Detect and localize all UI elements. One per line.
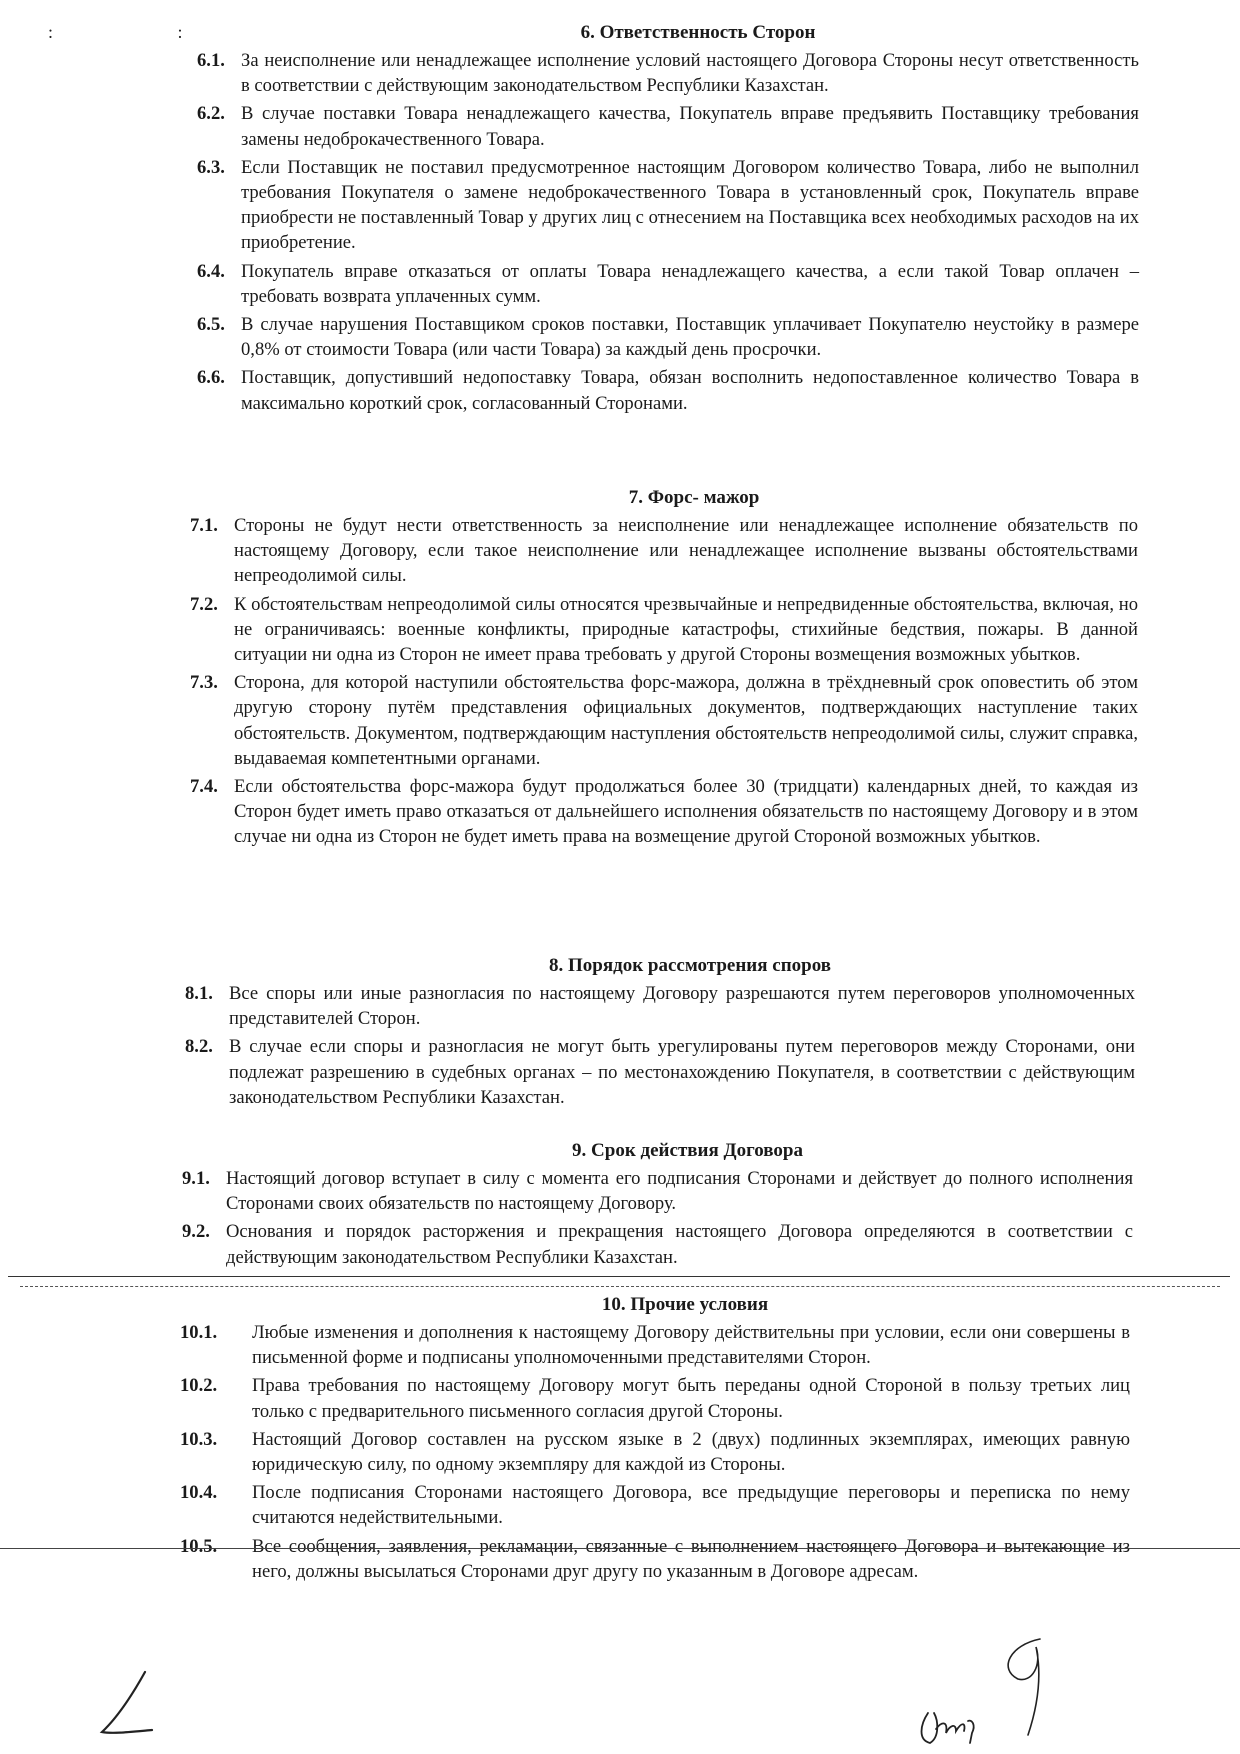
clause — [197, 155, 1139, 256]
clause — [190, 774, 1138, 850]
clause-text: Права требования по настоящему Договору могут быть переданы одной Стороной в пользу третьих лиц только с предварительного письменного согласия другой Стороны. — [252, 1375, 1130, 1422]
clause — [190, 670, 1138, 771]
clause — [182, 1166, 1133, 1216]
clause-number: 10.4. — [180, 1482, 218, 1504]
section-heading: 7. Форс- мажор — [628, 487, 760, 508]
clause-text: В случае нарушения Поставщиком сроков поставки, Поставщик уплачивает Покупателю неустойку в размере 0,8% от стоимости Товара (или части Товара) за каждый день просрочки. — [241, 314, 1139, 361]
clause-number: 7.2. — [190, 593, 218, 615]
scan-divider-line — [8, 1276, 1230, 1277]
clause-text: В случае если споры и разногласия не могут быть урегулированы путем переговоров между Сторонами, они подлежат разрешению в судебных органах – по местонахождению Покупателя, в соответствии с действующим законодательством Республики Казахстан. — [229, 1036, 1135, 1108]
clause-number: 7.1. — [190, 515, 218, 536]
clause — [180, 1320, 1130, 1370]
clause — [190, 513, 1138, 589]
clause — [197, 312, 1139, 362]
clause-number: 8.2. — [185, 1036, 213, 1058]
clause — [182, 1219, 1133, 1269]
clause-text: Настоящий договор вступает в силу с момента его подписания Сторонами и действует до полного исполнения Сторонами своих обязательств по настоящему Договору. — [226, 1168, 1133, 1215]
clause — [180, 1373, 1130, 1423]
clause-number: 7.4. — [190, 776, 218, 798]
clause — [185, 1034, 1135, 1110]
clause-text: В случае поставки Товара ненадлежащего качества, Покупатель вправе предъявить Поставщику требования замены недоброкачественного Товара. — [241, 103, 1139, 150]
clause-text: Если Поставщик не поставил предусмотренное настоящим Договором количество Товара, либо не выполнил требования Покупателя о замене недоброкачественного Товара в установленный срок, Покупатель вправе приобрести не поставленный Товар у других лиц с отнесением на Поставщика всех необходимых расходов на их приобретение. — [241, 156, 1139, 254]
clause-number: 8.1. — [185, 983, 213, 1004]
scan-divider-line — [0, 1548, 1240, 1549]
clause-text: Все сообщения, заявления, рекламации, связанные с выполнением настоящего Договора и вытекающие из него, должны высылаться Сторонами друг другу по указанным в Договоре адресам. — [252, 1535, 1130, 1582]
clause — [185, 981, 1135, 1031]
section-heading: 10. Прочие условия — [601, 1294, 769, 1315]
clause-text: Все споры или иные разногласия по настоящему Договору разрешаются путем переговоров уполномоченных представителей Сторон. — [229, 983, 1135, 1030]
clause-text: К обстоятельствам непреодолимой силы относятся чрезвычайные и непредвиденные обстоятельства, включая, но не ограничиваясь: военные конфликты, природные катастрофы, стихийные бедствия, пожары. В данной ситуации ни одна из Сторон не имеет права требовать у другой Стороны возмещения возможных убытков. — [234, 593, 1138, 666]
clause-number: 6.6. — [197, 367, 225, 389]
signature-left — [90, 1660, 200, 1750]
clause-number: 10.1. — [180, 1322, 218, 1343]
clause-text: После подписания Сторонами настоящего Договора, все предыдущие переговоры и переписка по нему считаются недействительными. — [252, 1482, 1130, 1529]
section-8 — [185, 955, 1135, 1113]
section-9 — [182, 1140, 1133, 1273]
margin-marks: : : — [48, 22, 243, 42]
clause — [190, 592, 1138, 668]
clause-text: За неисполнение или ненадлежащее исполнение условий настоящего Договора Стороны несут ответственность в соответствии с действующим законодательством Республики Казахстан. — [241, 50, 1139, 97]
clause-number: 6.3. — [197, 156, 225, 178]
clause-number: 7.3. — [190, 672, 218, 694]
section-heading: 8. Порядок рассмотрения споров — [548, 955, 832, 976]
scan-divider-line — [20, 1286, 1220, 1287]
clause-text: Покупатель вправе отказаться от оплаты Товара ненадлежащего качества, а если такой Товар оплачен – требовать возврата уплаченных сумм. — [241, 260, 1139, 307]
clause-text: Если обстоятельства форс-мажора будут продолжаться более 30 (тридцати) календарных дней, то каждая из Сторон будет иметь право отказаться от дальнейшего исполнения обязательств по настоящему Договору и в этом случае ни одна из Сторон не будет иметь права на возмещение другой Стороной возможных убытков. — [234, 776, 1138, 848]
clause-text: Настоящий Договор составлен на русском языке в 2 (двух) подлинных экземплярах, имеющих равную юридическую силу, по одному экземпляру для каждой из Стороны. — [252, 1428, 1130, 1476]
clause-number: 6.1. — [197, 50, 225, 71]
clause-number: 6.4. — [197, 260, 225, 282]
clause — [197, 101, 1139, 151]
clause-number: 6.2. — [197, 103, 225, 125]
clause-text: Сторона, для которой наступили обстоятельства форс-мажора, должна в трёхдневный срок оповестить об этом другую сторону путём представления официальных документов, подтверждающих наступление таких обстоятельств. Документом, подтверждающим наступления обстоятельств непреодолимой силы, служит справка, выдаваемая компетентными органами. — [234, 672, 1138, 769]
clause-number: 6.5. — [197, 314, 225, 336]
clause-number: 9.2. — [182, 1221, 210, 1243]
signature-right — [900, 1625, 1080, 1750]
clause-number: 10.5. — [180, 1535, 218, 1557]
clause-number: 9.1. — [182, 1168, 210, 1189]
clause — [180, 1480, 1130, 1530]
clause-number: 10.2. — [180, 1375, 218, 1397]
section-heading: 9. Срок действия Договора — [572, 1140, 803, 1161]
section-10 — [180, 1294, 1130, 1587]
section-7 — [190, 487, 1138, 853]
section-heading: 6. Ответственность Сторон — [580, 22, 816, 43]
clause — [197, 365, 1139, 415]
clause-text: Основания и порядок расторжения и прекращения настоящего Договора определяются в соответствии с действующим законодательством Республики Казахстан. — [226, 1221, 1133, 1268]
clause-text: Стороны не будут нести ответственность за неисполнение или ненадлежащее исполнение обязательств по настоящему Договору, если такое неисполнение или ненадлежащее исполнение вызваны обстоятельствами непреодолимой силы. — [234, 515, 1138, 587]
clause — [197, 259, 1139, 309]
section-6 — [197, 22, 1139, 419]
clause — [180, 1427, 1130, 1477]
clause — [197, 48, 1139, 98]
clause-text: Любые изменения и дополнения к настоящему Договору действительны при условии, если они совершены в письменной форме и подписаны уполномоченными представителями Сторон. — [252, 1322, 1130, 1369]
clause-text: Поставщик, допустивший недопоставку Товара, обязан восполнить недопоставленное количество Товара в максимально короткий срок, согласованный Сторонами. — [241, 367, 1139, 414]
clause-number: 10.3. — [180, 1428, 218, 1450]
clause — [180, 1534, 1130, 1584]
